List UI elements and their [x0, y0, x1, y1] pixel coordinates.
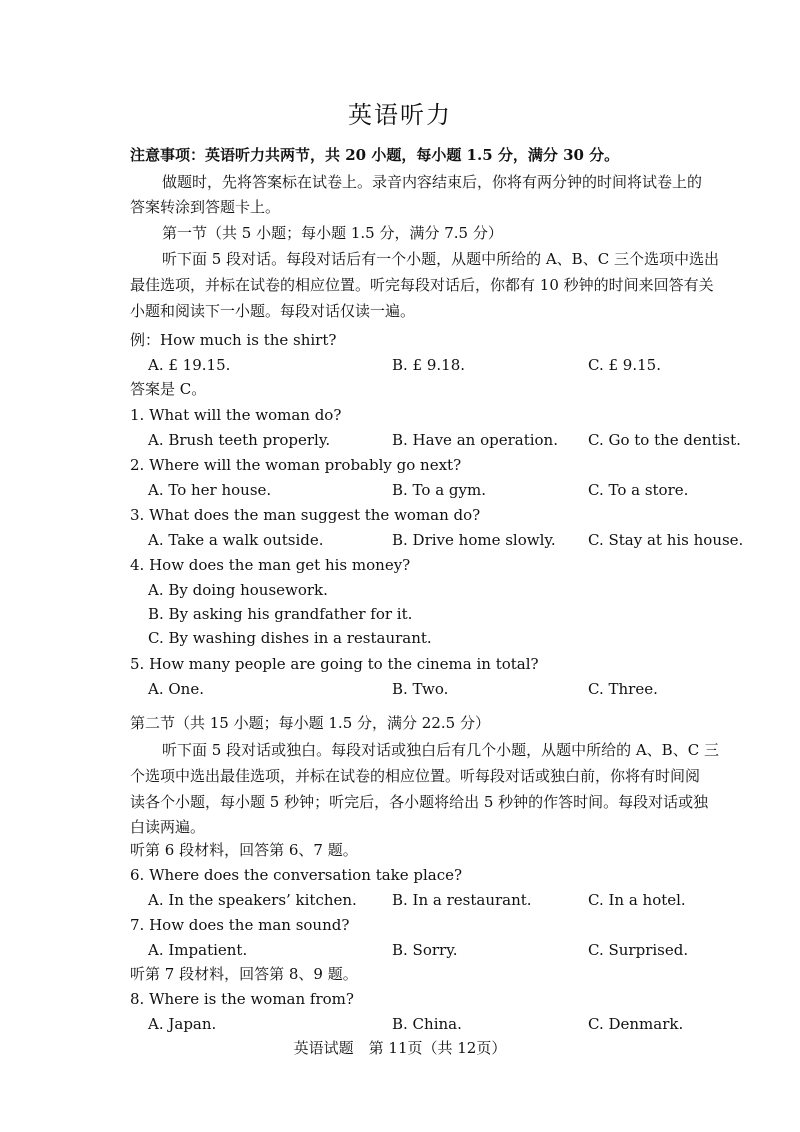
section1-heading: 第一节（共 5 小题；每小题 1.5 分，满分 7.5 分） [162, 224, 503, 242]
question-4: 4. How does the man get his money? [130, 556, 411, 574]
question-3: 3. What does the man suggest the woman do? [130, 506, 481, 524]
question-6-option-a: A. In the speakers’ kitchen. [148, 891, 357, 909]
question-8: 8. Where is the woman from? [130, 990, 354, 1008]
question-4-option-a: A. By doing housework. [148, 581, 328, 599]
example-option-b: B. £ 9.18. [392, 356, 466, 374]
example-option-a: A. £ 19.15. [148, 356, 231, 374]
section2-heading: 第二节（共 15 小题；每小题 1.5 分，满分 22.5 分） [130, 714, 490, 732]
question-5-option-a: A. One. [148, 680, 204, 698]
material-6-instruction: 听第 6 段材料，回答第 6、7 题。 [130, 841, 358, 859]
question-6: 6. Where does the conversation take place? [130, 866, 463, 884]
question-5-option-c: C. Three. [588, 680, 658, 698]
question-4-option-b: B. By asking his grandfather for it. [148, 605, 413, 623]
question-8-option-c: C. Denmark. [588, 1015, 684, 1033]
question-2-option-b: B. To a gym. [392, 481, 486, 499]
page-footer: 英语试题 第 11页（共 12页） [293, 1039, 507, 1057]
section2-instruction-4: 白读两遍。 [130, 818, 206, 836]
question-4-option-c: C. By washing dishes in a restaurant. [148, 629, 432, 647]
question-8-option-a: A. Japan. [148, 1015, 217, 1033]
notice: 注意事项：英语听力共两节，共 20 小题，每小题 1.5 分，满分 30 分。 [130, 146, 620, 164]
question-3-option-b: B. Drive home slowly. [392, 531, 556, 549]
question-1-option-a: A. Brush teeth properly. [148, 431, 331, 449]
question-7: 7. How does the man sound? [130, 916, 350, 934]
question-1-option-c: C. Go to the dentist. [588, 431, 741, 449]
section1-instruction-3: 小题和阅读下一小题。每段对话仅读一遍。 [130, 302, 416, 320]
question-2-option-a: A. To her house. [148, 481, 272, 499]
question-8-option-b: B. China. [392, 1015, 462, 1033]
question-5: 5. How many people are going to the cinema in total? [130, 655, 539, 673]
intro-line-2: 答案转涂到答题卡上。 [130, 198, 281, 216]
question-1-option-b: B. Have an operation. [392, 431, 558, 449]
section2-instruction-1: 听下面 5 段对话或独白。每段对话或独白后有几个小题，从题中所给的 A、B、C 三 [162, 741, 719, 759]
page-title: 英语听力 [348, 101, 452, 129]
section2-instruction-3: 读各个小题，每小题 5 秒钟；听完后，各小题将给出 5 秒钟的作答时间。每段对话或独 [130, 793, 709, 811]
question-2-option-c: C. To a store. [588, 481, 689, 499]
intro-line-1: 做题时，先将答案标在试卷上。录音内容结束后，你将有两分钟的时间将试卷上的 [162, 173, 703, 191]
example-option-c: C. £ 9.15. [588, 356, 661, 374]
example-question: 例：How much is the shirt? [130, 331, 337, 349]
question-7-option-a: A. Impatient. [148, 941, 248, 959]
question-2: 2. Where will the woman probably go next? [130, 456, 462, 474]
question-3-option-c: C. Stay at his house. [588, 531, 744, 549]
question-1: 1. What will the woman do? [130, 406, 342, 424]
section2-instruction-2: 个选项中选出最佳选项，并标在试卷的相应位置。听每段对话或独白前，你将有时间阅 [130, 767, 701, 785]
question-6-option-c: C. In a hotel. [588, 891, 686, 909]
material-7-instruction: 听第 7 段材料，回答第 8、9 题。 [130, 965, 358, 983]
section1-instruction-2: 最佳选项，并标在试卷的相应位置。听完每段对话后，你都有 10 秒钟的时间来回答有关 [130, 276, 714, 294]
question-3-option-a: A. Take a walk outside. [148, 531, 324, 549]
question-7-option-b: B. Sorry. [392, 941, 458, 959]
section1-instruction-1: 听下面 5 段对话。每段对话后有一个小题，从题中所给的 A、B、C 三个选项中选出 [162, 250, 719, 268]
question-6-option-b: B. In a restaurant. [392, 891, 532, 909]
question-7-option-c: C. Surprised. [588, 941, 689, 959]
question-5-option-b: B. Two. [392, 680, 449, 698]
example-answer: 答案是 C。 [130, 380, 207, 398]
